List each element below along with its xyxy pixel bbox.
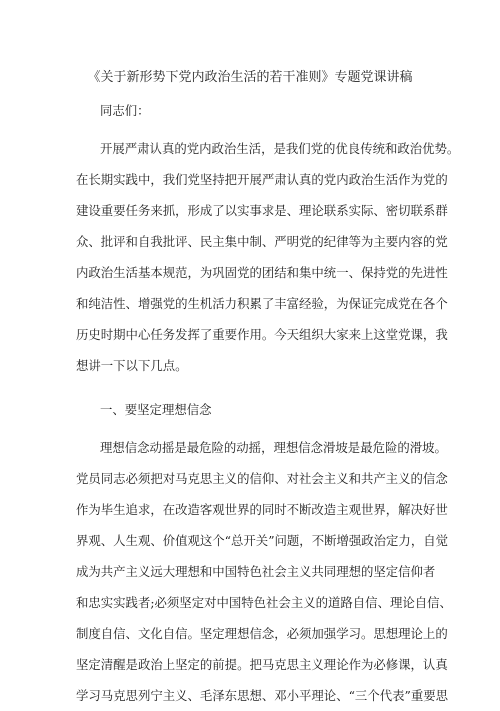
paragraph-line: 学习马克思列宁主义、毛泽东思想、邓小平理论、“三个代表”重要思: [76, 688, 448, 703]
paragraph-line: 和纯洁性、增强党的生机活力积累了丰富经验，为保证完成党在各个: [76, 296, 448, 311]
paragraph-line: 理想信念动摇是最危险的动摇，理想信念滑坡是最危险的滑坡。: [100, 440, 447, 455]
paragraph-line: 成为共产主义远大理想和中国特色社会主义共同理想的坚定信仰者: [76, 564, 436, 579]
paragraph-line: 众、批评和自我批评、民主集中制、严明党的纪律等为主要内容的党: [76, 234, 448, 249]
paragraph-line: 开展严肃认真的党内政治生活，是我们党的优良传统和政治优势。: [100, 141, 460, 156]
intro-paragraph: [76, 133, 460, 381]
paragraph-line: 在长期实践中，我们党坚持把开展严肃认真的党内政治生活作为党的: [76, 172, 448, 187]
paragraph-line: 党员同志必须把对马克思主义的信仰、对社会主义和共产主义的信念: [76, 471, 448, 486]
paragraph-line: 历史时期中心任务发挥了重要作用。今天组织大家来上这堂党课，我: [76, 327, 448, 342]
document-title: 《关于新形势下党内政治生活的若干准则》专题党课讲稿: [87, 70, 413, 85]
paragraph-line: 制度自信、文化自信。坚定理想信念，必须加强学习。思想理论上的: [76, 626, 448, 641]
paragraph-line: 和忠实实践者;必须坚定对中国特色社会主义的道路自信、理论自信、: [76, 595, 452, 610]
paragraph-line: 内政治生活基本规范，为巩固党的团结和集中统一、保持党的先进性: [76, 265, 448, 280]
section-paragraph: [76, 432, 452, 711]
salutation: 同志们：: [100, 103, 150, 118]
paragraph-line: 作为毕生追求，在改造客观世界的同时不断改造主观世界，解决好世: [76, 502, 448, 517]
paragraph-line: 界观、人生观、价值观这个“总开关”问题，不断增强政治定力，自觉: [76, 533, 448, 548]
paragraph-line: 想讲一下以下几点。: [76, 358, 188, 373]
paragraph-line: 坚定清醒是政治上坚定的前提。把马克思主义理论作为必修课，认真: [76, 657, 448, 672]
section-heading: 一、要坚定理想信念: [100, 402, 212, 417]
paragraph-line: 建设重要任务来抓，形成了以实事求是、理论联系实际、密切联系群: [76, 203, 448, 218]
